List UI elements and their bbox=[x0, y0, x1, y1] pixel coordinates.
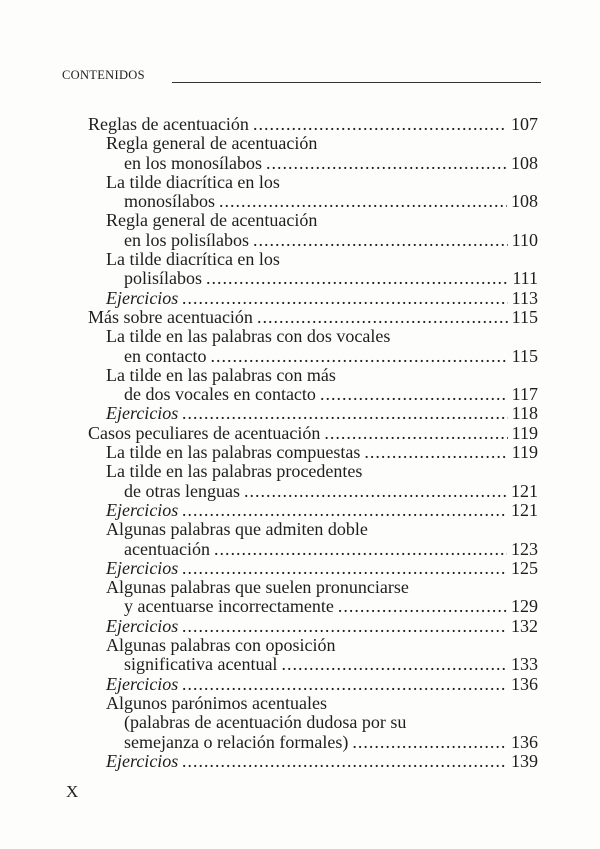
toc-entry bbox=[88, 501, 538, 520]
toc-entry-title: Ejercicios bbox=[106, 673, 179, 694]
toc-line bbox=[88, 636, 538, 655]
dot-leader bbox=[324, 424, 507, 443]
toc-line bbox=[88, 752, 538, 771]
toc-page-number: 121 bbox=[511, 499, 538, 520]
toc-entry-title: Más sobre acentuación bbox=[88, 306, 253, 327]
toc-entry bbox=[88, 250, 538, 289]
page-number: X bbox=[66, 782, 79, 801]
toc-line bbox=[88, 192, 538, 211]
toc-entry bbox=[88, 134, 538, 173]
running-header: CONTENIDOS bbox=[62, 68, 145, 82]
toc-page-number: 110 bbox=[511, 229, 538, 250]
toc-entry bbox=[88, 173, 538, 212]
toc-entry-title: Casos peculiares de acentuación bbox=[88, 422, 321, 443]
toc-entry-title: de otras lenguas bbox=[124, 480, 240, 501]
dot-leader bbox=[182, 617, 507, 636]
toc-entry-title: Algunas palabras que suelen pronunciarse bbox=[106, 577, 409, 598]
toc-entry bbox=[88, 752, 538, 771]
toc-entry-title: (palabras de acentuación dudosa por su bbox=[124, 712, 407, 733]
toc-entry bbox=[88, 694, 538, 752]
toc-line bbox=[88, 733, 538, 752]
toc-line bbox=[88, 443, 538, 462]
toc-page-number: 136 bbox=[511, 731, 538, 752]
toc-entry bbox=[88, 578, 538, 617]
dot-leader bbox=[338, 597, 507, 616]
toc-line bbox=[88, 211, 538, 230]
toc-entry-title: Algunos parónimos acentuales bbox=[106, 692, 327, 713]
toc-line bbox=[88, 694, 538, 713]
toc-line bbox=[88, 482, 538, 501]
toc-entry-title: y acentuarse incorrectamente bbox=[124, 596, 334, 617]
toc-line bbox=[88, 115, 538, 134]
toc-line bbox=[88, 559, 538, 578]
toc-entry-title: en los monosílabos bbox=[124, 152, 262, 173]
dot-leader bbox=[210, 347, 507, 366]
dot-leader bbox=[364, 443, 507, 462]
toc-entry-title: La tilde en las palabras procedentes bbox=[106, 461, 363, 482]
dot-leader bbox=[182, 559, 507, 578]
toc-entry-title: La tilde diacrítica en los bbox=[106, 249, 280, 270]
toc-page-number: 108 bbox=[511, 152, 538, 173]
toc-line bbox=[88, 713, 538, 732]
toc-entry-title: Algunas palabras con oposición bbox=[106, 635, 336, 656]
toc-page-number: 119 bbox=[511, 442, 538, 463]
table-of-contents bbox=[88, 115, 538, 771]
toc-entry bbox=[88, 424, 538, 443]
toc-page-number: 118 bbox=[511, 403, 538, 424]
toc-line bbox=[88, 250, 538, 269]
toc-entry bbox=[88, 675, 538, 694]
toc-page-number: 108 bbox=[511, 191, 538, 212]
dot-leader bbox=[182, 501, 507, 520]
toc-page-number: 115 bbox=[511, 306, 538, 327]
toc-entry-title: Ejercicios bbox=[106, 615, 179, 636]
toc-entry-title: La tilde en las palabras con más bbox=[106, 364, 336, 385]
toc-entry-title: en los polisílabos bbox=[124, 229, 249, 250]
toc-line bbox=[88, 520, 538, 539]
toc-page-number: 121 bbox=[511, 480, 538, 501]
toc-page-number: 117 bbox=[511, 384, 538, 405]
dot-leader bbox=[320, 385, 508, 404]
toc-line bbox=[88, 617, 538, 636]
toc-entry-title: de dos vocales en contacto bbox=[124, 384, 316, 405]
toc-entry-title: Algunas palabras que admiten doble bbox=[106, 519, 368, 540]
toc-line bbox=[88, 231, 538, 250]
toc-page-number: 123 bbox=[511, 538, 538, 559]
toc-line bbox=[88, 540, 538, 559]
toc-entry-title: monosílabos bbox=[124, 191, 216, 212]
toc-page-number: 107 bbox=[511, 114, 538, 134]
toc-line bbox=[88, 154, 538, 173]
toc-entry bbox=[88, 289, 538, 308]
toc-page-number: 125 bbox=[511, 557, 538, 578]
toc-line bbox=[88, 655, 538, 674]
toc-entry-title: Regla general de acentuación bbox=[106, 133, 318, 154]
toc-entry bbox=[88, 115, 538, 134]
dot-leader bbox=[257, 308, 508, 327]
header-rule bbox=[172, 82, 541, 83]
toc-entry bbox=[88, 462, 538, 501]
toc-line bbox=[88, 347, 538, 366]
toc-entry bbox=[88, 366, 538, 405]
toc-page-number: 119 bbox=[511, 422, 538, 443]
toc-entry bbox=[88, 443, 538, 462]
dot-leader bbox=[266, 154, 507, 173]
toc-line bbox=[88, 597, 538, 616]
toc-entry-title: polisílabos bbox=[124, 268, 203, 289]
toc-page-number: 139 bbox=[511, 750, 538, 771]
toc-line bbox=[88, 462, 538, 481]
toc-page-number: 111 bbox=[512, 268, 538, 289]
toc-page-number: 129 bbox=[511, 596, 538, 617]
toc-page-number: 132 bbox=[511, 615, 538, 636]
dot-leader bbox=[214, 540, 507, 559]
toc-line bbox=[88, 385, 538, 404]
toc-entry bbox=[88, 559, 538, 578]
dot-leader bbox=[281, 655, 507, 674]
toc-line bbox=[88, 424, 538, 443]
toc-page-number: 133 bbox=[511, 654, 538, 675]
toc-entry-title: en contacto bbox=[124, 345, 207, 366]
toc-entry-title: Regla general de acentuación bbox=[106, 210, 318, 231]
toc-line bbox=[88, 308, 538, 327]
toc-entry bbox=[88, 520, 538, 559]
toc-line bbox=[88, 578, 538, 597]
toc-line bbox=[88, 269, 538, 288]
toc-line bbox=[88, 404, 538, 423]
toc-entry-title: Reglas de acentuación bbox=[88, 114, 249, 134]
toc-entry-title: Ejercicios bbox=[106, 499, 179, 520]
dot-leader bbox=[352, 733, 507, 752]
toc-entry-title: Ejercicios bbox=[106, 287, 179, 308]
toc-page-number: 136 bbox=[511, 673, 538, 694]
toc-entry-title: acentuación bbox=[124, 538, 210, 559]
dot-leader bbox=[182, 404, 507, 423]
toc-entry bbox=[88, 308, 538, 327]
toc-entry-title: significativa acentual bbox=[124, 654, 278, 675]
dot-leader bbox=[219, 192, 507, 211]
toc-entry-title: La tilde diacrítica en los bbox=[106, 171, 280, 192]
dot-leader bbox=[244, 482, 507, 501]
dot-leader bbox=[206, 269, 508, 288]
toc-entry bbox=[88, 327, 538, 366]
toc-entry bbox=[88, 404, 538, 423]
toc-entry-title: La tilde en las palabras con dos vocales bbox=[106, 326, 391, 347]
toc-entry-title: Ejercicios bbox=[106, 403, 179, 424]
toc-line bbox=[88, 134, 538, 153]
toc-line bbox=[88, 327, 538, 346]
toc-page-number: 113 bbox=[511, 287, 538, 308]
toc-line bbox=[88, 675, 538, 694]
toc-entry bbox=[88, 617, 538, 636]
dot-leader bbox=[182, 289, 507, 308]
toc-line bbox=[88, 289, 538, 308]
dot-leader bbox=[253, 231, 508, 250]
toc-entry-title: semejanza o relación formales) bbox=[124, 731, 349, 752]
toc-line bbox=[88, 366, 538, 385]
dot-leader bbox=[182, 752, 507, 771]
toc-entry-title: La tilde en las palabras compuestas bbox=[106, 442, 361, 463]
toc-entry-title: Ejercicios bbox=[106, 750, 179, 771]
toc-entry-title: Ejercicios bbox=[106, 557, 179, 578]
toc-line bbox=[88, 501, 538, 520]
dot-leader bbox=[182, 675, 507, 694]
toc-page-number: 115 bbox=[511, 345, 538, 366]
toc-entry bbox=[88, 636, 538, 675]
toc-line bbox=[88, 173, 538, 192]
toc-entry bbox=[88, 211, 538, 250]
dot-leader bbox=[253, 115, 507, 134]
